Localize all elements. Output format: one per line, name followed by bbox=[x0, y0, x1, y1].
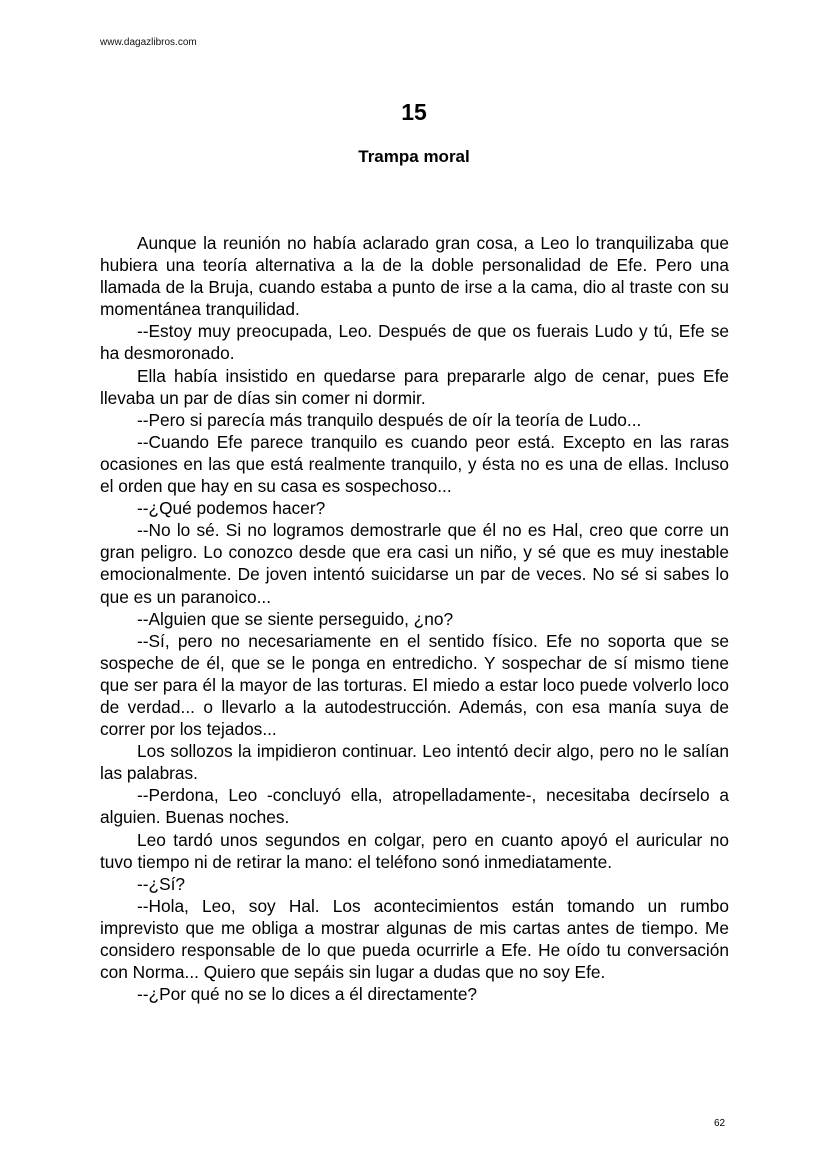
body-text bbox=[100, 232, 729, 1005]
paragraph: --Pero si parecía más tranquilo después de oír la teoría de Ludo... bbox=[137, 409, 642, 430]
paragraph: --Cuando Efe parece tranquilo es cuando peor está. Excepto en las raras ocasiones en las que está realmente tranquilo, y ésta no es una de ellas. Incluso el orden que hay en su casa es sospechoso... bbox=[100, 431, 729, 497]
paragraph: --No lo sé. Si no logramos demostrarle que él no es Hal, creo que corre un gran peligro. Lo conozco desde que era casi un niño, y sé que es muy inestable emocionalmente. De joven intentó suicidarse un par de veces. No sé si sabes lo que es un paranoico... bbox=[100, 520, 729, 607]
paragraph: --¿Sí? bbox=[137, 873, 186, 894]
chapter-number: 15 bbox=[401, 99, 427, 125]
chapter-title: Trampa moral bbox=[358, 147, 470, 166]
paragraph: --Hola, Leo, soy Hal. Los acontecimientos están tomando un rumbo imprevisto que me obliga a mostrar algunas de mis cartas antes de tiempo. Me considero responsable de lo que pueda ocurrirle a Efe. He oído tu conversación con Norma... Quiero que sepáis sin lugar a dudas que no soy Efe. bbox=[100, 895, 729, 983]
paragraph: Leo tardó unos segundos en colgar, pero en cuanto apoyó el auricular no tuvo tiempo ni de retirar la mano: el teléfono sonó inmediatamente. bbox=[100, 829, 729, 872]
paragraph: --Sí, pero no necesariamente en el sentido físico. Efe no soporta que se sospeche de él, que se le ponga en entredicho. Y sospechar de sí mismo tiene que ser para él la mayor de las torturas. El miedo a estar loco puede volverlo loco de verdad... o llevarlo a la autodestrucción. Además, con esa manía suya de correr por los tejados... bbox=[100, 630, 729, 740]
paragraph: --¿Por qué no se lo dices a él directamente? bbox=[137, 984, 478, 1005]
paragraph: --Perdona, Leo -concluyó ella, atropelladamente-, necesitaba decírselo a alguien. Buenas noches. bbox=[100, 785, 729, 828]
paragraph: Ella había insistido en quedarse para prepararle algo de cenar, pues Efe llevaba un par de días sin comer ni dormir. bbox=[100, 365, 729, 408]
paragraph: Los sollozos la impidieron continuar. Leo intentó decir algo, pero no le salían las palabras. bbox=[100, 741, 729, 784]
site-url: www.dagazlibros.com bbox=[100, 37, 197, 48]
paragraph: --Alguien que se siente perseguido, ¿no? bbox=[137, 608, 454, 629]
paragraph: --Estoy muy preocupada, Leo. Después de que os fuerais Ludo y tú, Efe se ha desmoronado. bbox=[100, 321, 729, 364]
page-number: 62 bbox=[714, 1118, 726, 1129]
paragraph: Aunque la reunión no había aclarado gran cosa, a Leo lo tranquilizaba que hubiera una teoría alternativa a la de la doble personalidad de Efe. Pero una llamada de la Bruja, cuando estaba a punto de irse a la cama, dio al traste con su momentánea tranquilidad. bbox=[100, 233, 729, 320]
paragraph: --¿Qué podemos hacer? bbox=[137, 498, 326, 519]
